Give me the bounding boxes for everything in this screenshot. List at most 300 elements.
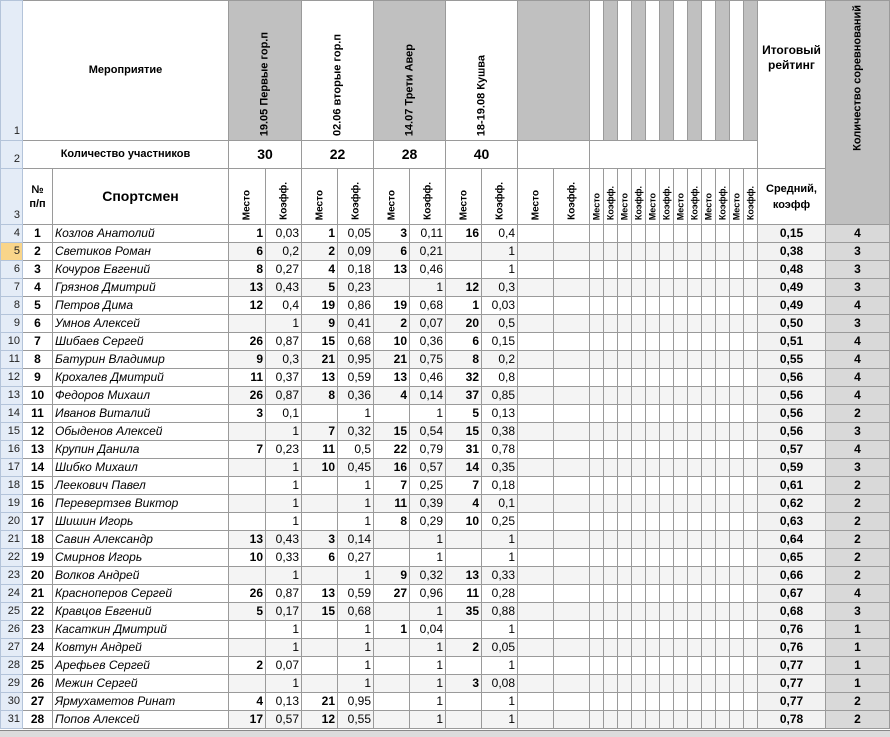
empty-cell[interactable] [744, 711, 758, 729]
coef-cell[interactable]: 1 [338, 639, 374, 657]
empty-cell[interactable] [688, 621, 702, 639]
coef-cell[interactable]: 0,3 [266, 351, 302, 369]
empty-cell[interactable] [660, 243, 674, 261]
empty-cell[interactable] [618, 261, 632, 279]
place-cell[interactable]: 21 [302, 351, 338, 369]
place-cell[interactable] [374, 657, 410, 675]
place-cell[interactable]: 15 [446, 423, 482, 441]
empty-cell[interactable] [716, 567, 730, 585]
avg-coef-cell[interactable]: 0,66 [758, 567, 826, 585]
place-cell[interactable]: 10 [302, 459, 338, 477]
empty-cell[interactable] [618, 621, 632, 639]
event-3-name[interactable]: 14.07 Трети Авер [374, 1, 446, 141]
coef-cell[interactable]: 1 [266, 567, 302, 585]
empty-cell[interactable] [590, 567, 604, 585]
competitions-count-cell[interactable]: 4 [826, 297, 890, 315]
place-cell[interactable]: 7 [302, 423, 338, 441]
empty-cell[interactable] [590, 261, 604, 279]
empty-cell[interactable] [730, 603, 744, 621]
empty-cell[interactable] [518, 351, 554, 369]
empty-cell[interactable] [688, 369, 702, 387]
place-cell[interactable] [302, 477, 338, 495]
empty-cell[interactable] [730, 531, 744, 549]
empty-cell[interactable] [716, 459, 730, 477]
competitions-count-cell[interactable]: 3 [826, 603, 890, 621]
coef-cell[interactable]: 0,33 [482, 567, 518, 585]
empty-cell[interactable] [674, 639, 688, 657]
coef-cell[interactable]: 1 [482, 711, 518, 729]
empty-cell[interactable] [646, 567, 660, 585]
empty-cell[interactable] [590, 351, 604, 369]
place-cell[interactable] [446, 693, 482, 711]
empty-cell[interactable] [646, 675, 660, 693]
coef-cell[interactable]: 1 [410, 549, 446, 567]
coef-cell[interactable]: 1 [266, 513, 302, 531]
place-cell[interactable] [374, 639, 410, 657]
place-cell[interactable]: 4 [446, 495, 482, 513]
coef-cell[interactable]: 0,04 [410, 621, 446, 639]
empty-cell[interactable] [702, 351, 716, 369]
coef-cell[interactable]: 1 [338, 477, 374, 495]
empty-cell[interactable] [674, 675, 688, 693]
coef-cell[interactable]: 0,5 [338, 441, 374, 459]
avg-coef-cell[interactable]: 0,56 [758, 387, 826, 405]
empty-cell[interactable] [554, 531, 590, 549]
empty-cell[interactable] [604, 297, 618, 315]
empty-cell[interactable] [618, 333, 632, 351]
place-cell[interactable]: 5 [302, 279, 338, 297]
empty-cell[interactable] [660, 621, 674, 639]
coef-cell[interactable]: 0,36 [410, 333, 446, 351]
empty-cell[interactable] [646, 279, 660, 297]
coef-cell[interactable]: 0,88 [482, 603, 518, 621]
place-cell[interactable] [374, 711, 410, 729]
empty-cell[interactable] [632, 405, 646, 423]
coef-cell[interactable]: 1 [338, 567, 374, 585]
athlete-number[interactable]: 11 [23, 405, 53, 423]
athlete-number[interactable]: 27 [23, 693, 53, 711]
row-header[interactable]: 4 [1, 225, 23, 243]
empty-cell[interactable] [744, 639, 758, 657]
empty-cell[interactable] [632, 603, 646, 621]
empty-cell[interactable] [730, 369, 744, 387]
competitions-count-cell[interactable]: 3 [826, 279, 890, 297]
place-cell[interactable]: 8 [229, 261, 266, 279]
empty-cell[interactable] [604, 585, 618, 603]
empty-cell[interactable] [618, 711, 632, 729]
row-header[interactable]: 22 [1, 549, 23, 567]
empty-cell[interactable] [632, 279, 646, 297]
place-cell[interactable]: 1 [374, 621, 410, 639]
place-cell[interactable] [374, 549, 410, 567]
empty-cell[interactable] [674, 423, 688, 441]
place-header[interactable]: Место [446, 169, 482, 225]
avg-coef-cell[interactable]: 0,63 [758, 513, 826, 531]
place-cell[interactable] [302, 621, 338, 639]
empty-cell[interactable] [660, 657, 674, 675]
empty-cell[interactable] [744, 351, 758, 369]
empty-cell[interactable] [716, 387, 730, 405]
empty-cell[interactable] [730, 459, 744, 477]
empty-cell[interactable] [590, 141, 758, 169]
empty-cell[interactable] [618, 513, 632, 531]
coef-cell[interactable]: 0,03 [482, 297, 518, 315]
empty-cell[interactable] [744, 243, 758, 261]
athlete-name[interactable]: Красноперов Сергей [53, 585, 229, 603]
empty-cell[interactable] [518, 513, 554, 531]
empty-cell[interactable] [730, 225, 744, 243]
empty-cell[interactable] [618, 315, 632, 333]
place-cell[interactable]: 26 [229, 585, 266, 603]
coef-cell[interactable]: 0,79 [410, 441, 446, 459]
empty-cell[interactable] [604, 495, 618, 513]
empty-cell[interactable] [674, 315, 688, 333]
empty-cell[interactable] [674, 477, 688, 495]
place-cell[interactable]: 10 [446, 513, 482, 531]
place-cell[interactable]: 13 [229, 279, 266, 297]
empty-cell[interactable] [688, 279, 702, 297]
empty-cell[interactable] [730, 549, 744, 567]
empty-cell[interactable] [688, 477, 702, 495]
event-header-label[interactable]: Мероприятие [23, 1, 229, 141]
place-cell[interactable]: 11 [446, 585, 482, 603]
empty-cell[interactable] [632, 351, 646, 369]
empty-cell[interactable] [716, 477, 730, 495]
empty-cell[interactable] [604, 477, 618, 495]
empty-cell[interactable] [702, 531, 716, 549]
coef-cell[interactable]: 0,38 [482, 423, 518, 441]
empty-cell[interactable] [688, 315, 702, 333]
place-cell[interactable] [229, 567, 266, 585]
row-header[interactable]: 30 [1, 693, 23, 711]
place-cell[interactable]: 26 [229, 333, 266, 351]
place-cell[interactable] [302, 513, 338, 531]
empty-cell[interactable] [674, 261, 688, 279]
athlete-number[interactable]: 23 [23, 621, 53, 639]
empty-cell[interactable] [518, 603, 554, 621]
empty-cell[interactable] [744, 315, 758, 333]
place-cell[interactable]: 13 [446, 567, 482, 585]
coef-cell[interactable]: 0,4 [266, 297, 302, 315]
empty-cell[interactable] [730, 243, 744, 261]
empty-event-cell[interactable] [518, 1, 590, 141]
place-header[interactable]: Место [518, 169, 554, 225]
row-header[interactable]: 18 [1, 477, 23, 495]
coef-cell[interactable]: 0,45 [338, 459, 374, 477]
empty-cell[interactable] [632, 243, 646, 261]
empty-cell[interactable] [702, 261, 716, 279]
coef-header[interactable]: Коэфф. [266, 169, 302, 225]
coef-cell[interactable]: 1 [266, 639, 302, 657]
coef-cell[interactable]: 0,86 [338, 297, 374, 315]
coef-cell[interactable]: 0,23 [266, 441, 302, 459]
empty-cell[interactable] [716, 657, 730, 675]
num-header[interactable]: № п/п [23, 169, 53, 225]
avg-coef-cell[interactable]: 0,50 [758, 315, 826, 333]
coef-cell[interactable]: 1 [410, 603, 446, 621]
empty-cell[interactable] [632, 261, 646, 279]
empty-cell[interactable] [674, 279, 688, 297]
empty-cell[interactable] [646, 603, 660, 621]
empty-cell[interactable] [632, 621, 646, 639]
empty-cell[interactable] [702, 585, 716, 603]
avg-coef-cell[interactable]: 0,56 [758, 405, 826, 423]
empty-cell[interactable] [590, 639, 604, 657]
empty-cell[interactable] [554, 711, 590, 729]
empty-cell[interactable] [554, 387, 590, 405]
empty-cell[interactable] [674, 585, 688, 603]
coef-cell[interactable]: 0,27 [338, 549, 374, 567]
place-cell[interactable]: 13 [374, 261, 410, 279]
empty-cell[interactable] [646, 549, 660, 567]
row-header[interactable]: 14 [1, 405, 23, 423]
place-cell[interactable] [229, 477, 266, 495]
empty-cell[interactable] [716, 549, 730, 567]
athlete-number[interactable]: 8 [23, 351, 53, 369]
coef-cell[interactable]: 0,25 [482, 513, 518, 531]
empty-cell[interactable] [604, 693, 618, 711]
competitions-count-cell[interactable]: 4 [826, 441, 890, 459]
coef-cell[interactable]: 0,43 [266, 279, 302, 297]
coef-cell[interactable]: 0,95 [338, 351, 374, 369]
empty-cell[interactable] [660, 459, 674, 477]
coef-cell[interactable]: 1 [482, 693, 518, 711]
empty-cell[interactable] [716, 315, 730, 333]
coef-cell[interactable]: 0,1 [266, 405, 302, 423]
empty-cell[interactable] [590, 333, 604, 351]
competitions-count-cell[interactable]: 1 [826, 621, 890, 639]
competitions-count-cell[interactable]: 2 [826, 495, 890, 513]
place-cell[interactable] [374, 531, 410, 549]
coef-cell[interactable]: 1 [410, 531, 446, 549]
avg-coef-cell[interactable]: 0,76 [758, 639, 826, 657]
empty-cell[interactable] [590, 675, 604, 693]
coef-cell[interactable]: 1 [482, 549, 518, 567]
empty-cell[interactable] [744, 585, 758, 603]
coef-cell[interactable]: 1 [266, 495, 302, 513]
competitions-count-cell[interactable]: 4 [826, 585, 890, 603]
empty-cell[interactable] [674, 297, 688, 315]
place-cell[interactable]: 13 [302, 369, 338, 387]
empty-cell[interactable] [618, 459, 632, 477]
empty-cell[interactable] [660, 675, 674, 693]
empty-cell[interactable] [518, 495, 554, 513]
empty-cell[interactable] [744, 405, 758, 423]
empty-cell[interactable] [618, 1, 632, 141]
place-cell[interactable]: 7 [446, 477, 482, 495]
place-cell[interactable]: 2 [446, 639, 482, 657]
empty-cell[interactable] [730, 513, 744, 531]
avg-coef-cell[interactable]: 0,77 [758, 657, 826, 675]
empty-cell[interactable] [646, 657, 660, 675]
empty-cell[interactable] [604, 225, 618, 243]
athlete-name[interactable]: Федоров Михаил [53, 387, 229, 405]
coef-cell[interactable]: 0,87 [266, 387, 302, 405]
empty-cell[interactable] [632, 423, 646, 441]
coef-cell[interactable]: 1 [482, 531, 518, 549]
avg-coef-cell[interactable]: 0,56 [758, 423, 826, 441]
empty-cell[interactable] [618, 297, 632, 315]
place-cell[interactable]: 26 [229, 387, 266, 405]
empty-cell[interactable] [716, 261, 730, 279]
athlete-name[interactable]: Козлов Анатолий [53, 225, 229, 243]
coef-cell[interactable]: 0,21 [410, 243, 446, 261]
empty-cell[interactable] [716, 675, 730, 693]
empty-cell[interactable] [716, 621, 730, 639]
athlete-name[interactable]: Светиков Роман [53, 243, 229, 261]
avg-coef-cell[interactable]: 0,65 [758, 549, 826, 567]
coef-cell[interactable]: 0,25 [410, 477, 446, 495]
empty-cell[interactable] [660, 603, 674, 621]
empty-cell[interactable] [660, 225, 674, 243]
empty-cell[interactable] [618, 351, 632, 369]
empty-cell[interactable] [716, 711, 730, 729]
place-cell[interactable] [446, 549, 482, 567]
empty-cell[interactable] [554, 369, 590, 387]
coef-cell[interactable]: 0,07 [266, 657, 302, 675]
coef-cell[interactable]: 0,36 [338, 387, 374, 405]
empty-cell[interactable] [590, 657, 604, 675]
competitions-count-cell[interactable]: 1 [826, 657, 890, 675]
place-cell[interactable]: 21 [302, 693, 338, 711]
empty-cell[interactable] [688, 351, 702, 369]
place-cell[interactable] [374, 675, 410, 693]
empty-cell[interactable] [604, 549, 618, 567]
empty-cell[interactable] [518, 141, 590, 169]
coef-cell[interactable]: 0,57 [266, 711, 302, 729]
row-header[interactable]: 20 [1, 513, 23, 531]
empty-cell[interactable] [604, 405, 618, 423]
coef-cell[interactable]: 0,13 [266, 693, 302, 711]
place-cell[interactable]: 9 [229, 351, 266, 369]
coef-cell[interactable]: 1 [482, 243, 518, 261]
empty-cell[interactable] [702, 369, 716, 387]
empty-cell[interactable] [716, 639, 730, 657]
empty-cell[interactable] [554, 621, 590, 639]
empty-cell[interactable] [660, 477, 674, 495]
athlete-name[interactable]: Межин Сергей [53, 675, 229, 693]
athlete-number[interactable]: 21 [23, 585, 53, 603]
empty-cell[interactable] [618, 225, 632, 243]
empty-cell[interactable] [590, 279, 604, 297]
coef-header-narrow[interactable]: Коэфф. [632, 169, 646, 225]
empty-cell[interactable] [716, 279, 730, 297]
place-header-narrow[interactable]: Место [674, 169, 688, 225]
empty-cell[interactable] [632, 693, 646, 711]
empty-cell[interactable] [554, 225, 590, 243]
coef-cell[interactable]: 1 [338, 495, 374, 513]
row-header[interactable]: 25 [1, 603, 23, 621]
place-cell[interactable]: 16 [374, 459, 410, 477]
empty-cell[interactable] [554, 585, 590, 603]
competitions-count-cell[interactable]: 3 [826, 243, 890, 261]
coef-header-narrow[interactable]: Коэфф. [716, 169, 730, 225]
empty-cell[interactable] [688, 531, 702, 549]
empty-cell[interactable] [604, 639, 618, 657]
athlete-number[interactable]: 16 [23, 495, 53, 513]
place-header-narrow[interactable]: Место [646, 169, 660, 225]
empty-cell[interactable] [632, 1, 646, 141]
place-cell[interactable]: 6 [446, 333, 482, 351]
athlete-number[interactable]: 7 [23, 333, 53, 351]
athlete-name[interactable]: Шишин Игорь [53, 513, 229, 531]
empty-cell[interactable] [646, 387, 660, 405]
empty-cell[interactable] [744, 441, 758, 459]
empty-cell[interactable] [604, 711, 618, 729]
empty-cell[interactable] [730, 585, 744, 603]
empty-cell[interactable] [730, 315, 744, 333]
empty-cell[interactable] [744, 423, 758, 441]
athlete-number[interactable]: 1 [23, 225, 53, 243]
empty-cell[interactable] [716, 531, 730, 549]
event-1-name[interactable]: 19.05 Первые гор.п [229, 1, 302, 141]
athlete-name[interactable]: Батурин Владимир [53, 351, 229, 369]
row-header[interactable]: 31 [1, 711, 23, 729]
place-cell[interactable]: 2 [229, 657, 266, 675]
competitions-count-cell[interactable]: 2 [826, 567, 890, 585]
row-header[interactable]: 24 [1, 585, 23, 603]
empty-cell[interactable] [618, 567, 632, 585]
coef-cell[interactable]: 0,15 [482, 333, 518, 351]
empty-cell[interactable] [660, 693, 674, 711]
place-cell[interactable]: 5 [446, 405, 482, 423]
coef-header-narrow[interactable]: Коэфф. [660, 169, 674, 225]
empty-cell[interactable] [554, 693, 590, 711]
coef-cell[interactable]: 0,46 [410, 261, 446, 279]
empty-cell[interactable] [730, 693, 744, 711]
place-cell[interactable] [302, 639, 338, 657]
empty-cell[interactable] [730, 675, 744, 693]
empty-cell[interactable] [730, 639, 744, 657]
empty-cell[interactable] [688, 405, 702, 423]
place-cell[interactable]: 13 [229, 531, 266, 549]
empty-cell[interactable] [518, 387, 554, 405]
empty-cell[interactable] [632, 567, 646, 585]
coef-cell[interactable]: 1 [410, 693, 446, 711]
place-cell[interactable] [229, 423, 266, 441]
coef-cell[interactable]: 0,85 [482, 387, 518, 405]
empty-cell[interactable] [604, 369, 618, 387]
avg-coef-cell[interactable]: 0,38 [758, 243, 826, 261]
place-cell[interactable]: 37 [446, 387, 482, 405]
coef-cell[interactable]: 1 [482, 657, 518, 675]
empty-cell[interactable] [744, 1, 758, 141]
empty-cell[interactable] [590, 405, 604, 423]
athlete-number[interactable]: 5 [23, 297, 53, 315]
avg-coef-cell[interactable]: 0,49 [758, 297, 826, 315]
coef-cell[interactable]: 0,4 [482, 225, 518, 243]
empty-cell[interactable] [702, 513, 716, 531]
empty-cell[interactable] [590, 369, 604, 387]
coef-cell[interactable]: 0,18 [482, 477, 518, 495]
athlete-name[interactable]: Шибаев Сергей [53, 333, 229, 351]
empty-cell[interactable] [716, 333, 730, 351]
empty-cell[interactable] [674, 243, 688, 261]
coef-cell[interactable]: 0,07 [410, 315, 446, 333]
place-cell[interactable]: 8 [374, 513, 410, 531]
empty-cell[interactable] [632, 333, 646, 351]
place-cell[interactable]: 6 [374, 243, 410, 261]
empty-cell[interactable] [554, 243, 590, 261]
empty-cell[interactable] [702, 621, 716, 639]
empty-cell[interactable] [674, 603, 688, 621]
empty-cell[interactable] [688, 657, 702, 675]
coef-cell[interactable]: 1 [410, 711, 446, 729]
empty-cell[interactable] [688, 675, 702, 693]
place-cell[interactable] [374, 279, 410, 297]
empty-cell[interactable] [674, 333, 688, 351]
empty-cell[interactable] [744, 459, 758, 477]
